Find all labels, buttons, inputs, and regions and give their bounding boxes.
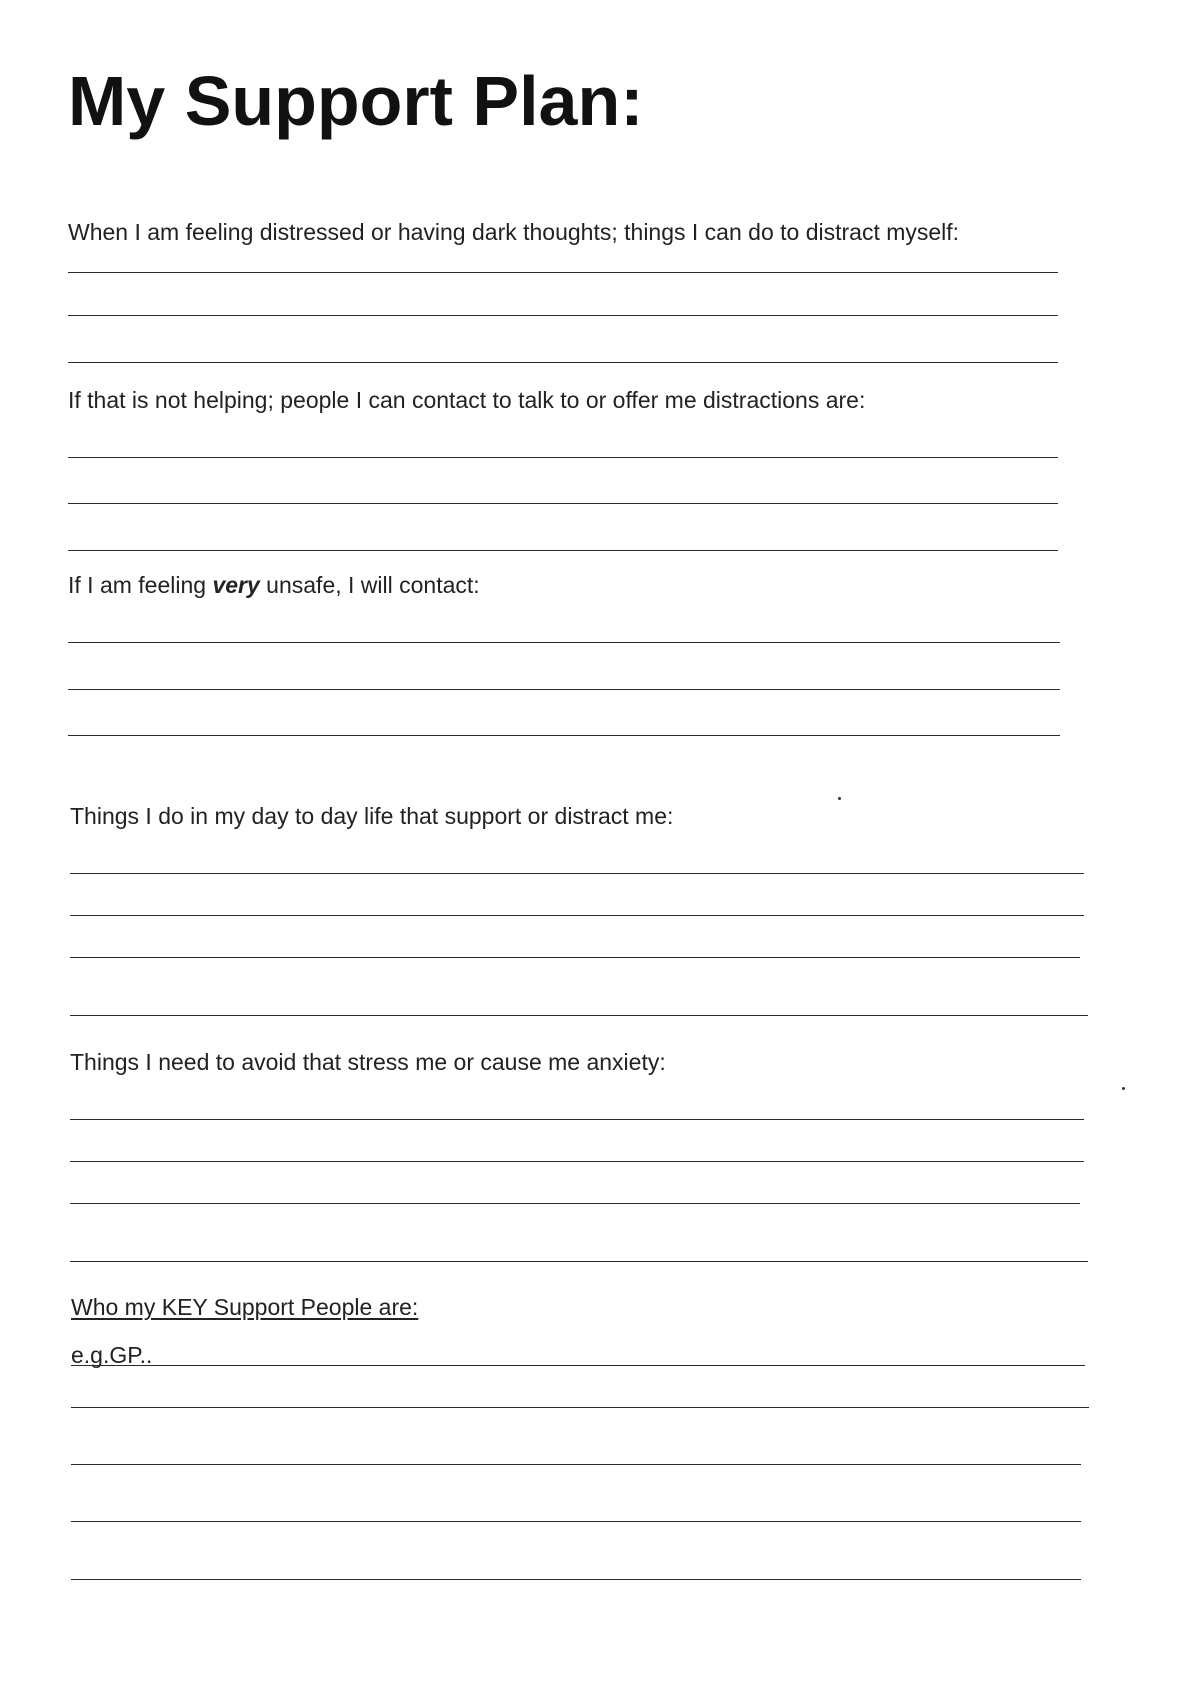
key-people-heading: Who my KEY Support People are:: [71, 1294, 419, 1320]
avoid-answer-line-4[interactable]: [70, 1261, 1088, 1262]
day-to-day-answer-line-1[interactable]: [70, 873, 1084, 874]
very-unsafe-prompt: [68, 574, 480, 597]
stray-dot: [1122, 1087, 1125, 1090]
very-unsafe-answer-line-1[interactable]: [68, 642, 1060, 643]
key-people-answer-line-3[interactable]: [71, 1464, 1081, 1465]
avoid-answer-line-3[interactable]: [70, 1203, 1080, 1204]
key-people-example: e.g.GP..: [71, 1342, 153, 1368]
distract-answer-line-1[interactable]: [68, 272, 1058, 273]
day-to-day-answer-line-3[interactable]: [70, 957, 1080, 958]
contact-people-answer-line-1[interactable]: [68, 457, 1058, 458]
contact-people-prompt: If that is not helping; people I can contact to talk to or offer me distractions are:: [68, 387, 866, 413]
distract-answer-line-3[interactable]: [68, 362, 1058, 363]
stray-mark: [838, 797, 841, 800]
key-people-answer-line-4[interactable]: [71, 1521, 1081, 1522]
avoid-prompt: Things I need to avoid that stress me or cause me anxiety:: [70, 1049, 666, 1075]
avoid-answer-line-2[interactable]: [70, 1161, 1084, 1162]
page-title: My Support Plan:: [68, 62, 644, 140]
avoid-answer-line-1[interactable]: [70, 1119, 1084, 1120]
very-unsafe-answer-line-3[interactable]: [68, 735, 1060, 736]
very-unsafe-prompt-start: If I am feeling: [68, 572, 213, 598]
contact-people-answer-line-2[interactable]: [68, 503, 1058, 504]
key-people-answer-line-1[interactable]: [71, 1365, 1085, 1366]
very-emphasis: very: [212, 572, 260, 598]
very-unsafe-answer-line-2[interactable]: [68, 689, 1060, 690]
distract-answer-line-2[interactable]: [68, 315, 1058, 316]
very-unsafe-prompt-end: unsafe, I will contact:: [259, 572, 480, 598]
key-people-answer-line-5[interactable]: [71, 1579, 1081, 1580]
distract-prompt: When I am feeling distressed or having dark thoughts; things I can do to distract myself:: [68, 219, 960, 245]
day-to-day-answer-line-4[interactable]: [70, 1015, 1088, 1016]
key-people-answer-line-2[interactable]: [71, 1407, 1089, 1408]
contact-people-answer-line-3[interactable]: [68, 550, 1058, 551]
day-to-day-answer-line-2[interactable]: [70, 915, 1084, 916]
day-to-day-prompt: Things I do in my day to day life that support or distract me:: [70, 803, 674, 829]
